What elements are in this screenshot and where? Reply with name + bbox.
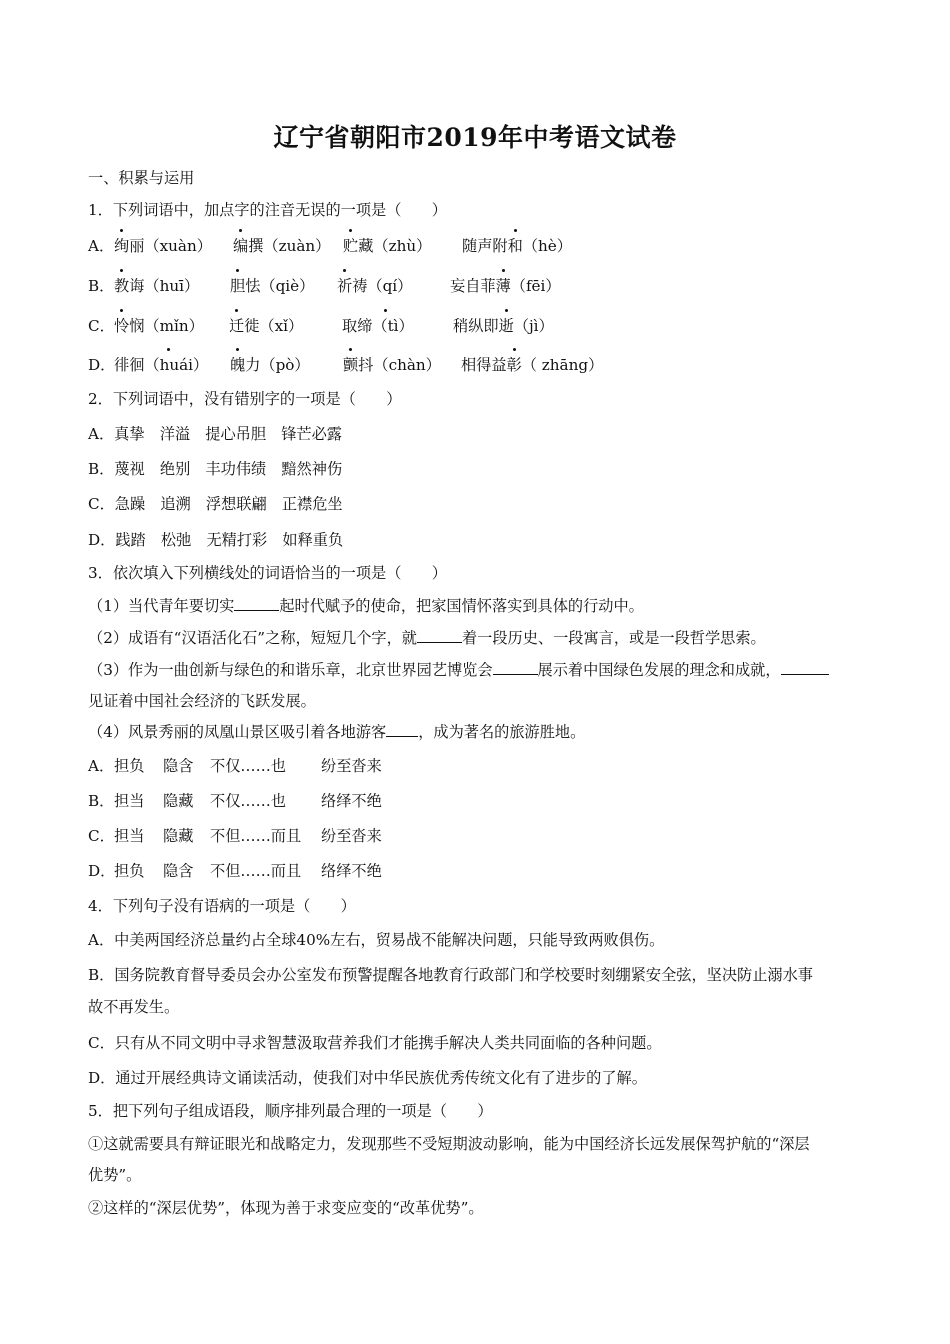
question-1-stem: 1．下列词语中，加点字的注音无误的一项是（ ） [88, 201, 447, 219]
question-1-option-b: B． 教诲（huī） 胆怯（qiè） 祈祷（qí） 妄自菲薄（fēi） [88, 277, 561, 295]
question-2-option-a: A．真挚 洋溢 提心吊胆 锋芒必露 [88, 425, 342, 443]
question-3-sentence-1: （1）当代青年要切实 起时代赋予的使命，把家国情怀落实到具体的行动中。 [88, 597, 644, 615]
question-4-option-d: D．通过开展经典诗文诵读活动，使我们对中华民族优秀传统文化有了进步的了解。 [88, 1069, 647, 1087]
question-3-option-a: A． 担负 隐含 不仅……也 纷至沓来 [88, 757, 382, 775]
question-4-option-c: C．只有从不同文明中寻求智慧汲取营养我们才能携手解决人类共同面临的各种问题。 [88, 1034, 662, 1052]
question-4-stem: 4．下列句子没有语病的一项是（ ） [88, 897, 356, 915]
question-5-stem: 5．把下列句子组成语段，顺序排列最合理的一项是（ ） [88, 1102, 493, 1120]
page-title: 辽宁省朝阳市2019年中考语文试卷 [273, 123, 677, 152]
question-4-option-b-continued: 故不再发生。 [88, 998, 180, 1016]
question-2-stem: 2．下列词语中，没有错别字的一项是（ ） [88, 390, 402, 408]
fill-blank [781, 660, 829, 675]
question-3-option-b: B． 担当 隐藏 不仅……也 络绎不绝 [88, 792, 382, 810]
section-heading: 一、积累与运用 [88, 169, 195, 187]
fill-blank [417, 628, 462, 643]
fill-blank [493, 660, 538, 675]
question-5-sentence-1-continued: 优势”。 [88, 1166, 142, 1184]
question-3-sentence-4: （4）风景秀丽的凤凰山景区吸引着各地游客 ，成为著名的旅游胜地。 [88, 723, 586, 741]
question-1-option-d: D． 徘徊（huái） 魄力（pò） 颤抖（chàn） 相得益彰（ zhāng） [88, 356, 604, 374]
question-4-option-a: A．中美两国经济总量约占全球40%左右，贸易战不能解决问题，只能导致两败俱伤。 [88, 931, 665, 949]
fill-blank [234, 596, 279, 611]
fill-blank [386, 722, 418, 737]
question-4-option-b: B．国务院教育督导委员会办公室发布预警提醒各地教育行政部门和学校要时刻绷紧安全弦，坚决防止溺水事 [88, 966, 813, 984]
question-3-stem: 3．依次填入下列横线处的词语恰当的一项是（ ） [88, 564, 447, 582]
question-2-option-d: D．践踏 松弛 无精打彩 如释重负 [88, 531, 344, 549]
question-5-sentence-2: ②这样的“深层优势”，体现为善于求变应变的“改革优势”。 [88, 1199, 484, 1217]
question-3-option-d: D． 担负 隐含 不但……而且 络绎不绝 [88, 862, 382, 880]
question-3-option-c: C． 担当 隐藏 不但……而且 纷至沓来 [88, 827, 382, 845]
question-1-option-c: C． 怜悯（mǐn） 迁徙（xǐ） 取缔（tì） 稍纵即逝（jì） [88, 317, 554, 335]
question-5-sentence-1: ①这就需要具有辩证眼光和战略定力，发现那些不受短期波动影响，能为中国经济长远发展保驾护航的“深层 [88, 1135, 810, 1153]
question-3-sentence-2: （2）成语有“汉语活化石”之称，短短几个字，就 着一段历史、一段寓言，或是一段哲学思索。 [88, 629, 766, 647]
question-1-option-a: A． 绚丽（xuàn） 编撰（zuàn） 贮藏（zhù） 随声附和（hè） [88, 237, 572, 255]
question-2-option-b: B．蔑视 绝别 丰功伟绩 黯然神伤 [88, 460, 343, 478]
question-2-option-c: C．急躁 追溯 浮想联翩 正襟危坐 [88, 495, 343, 513]
question-3-sentence-3: （3）作为一曲创新与绿色的和谐乐章，北京世界园艺博览会 展示着中国绿色发展的理念和成就， [88, 660, 829, 680]
question-3-sentence-3-continued: 见证着中国社会经济的飞跃发展。 [88, 692, 316, 710]
